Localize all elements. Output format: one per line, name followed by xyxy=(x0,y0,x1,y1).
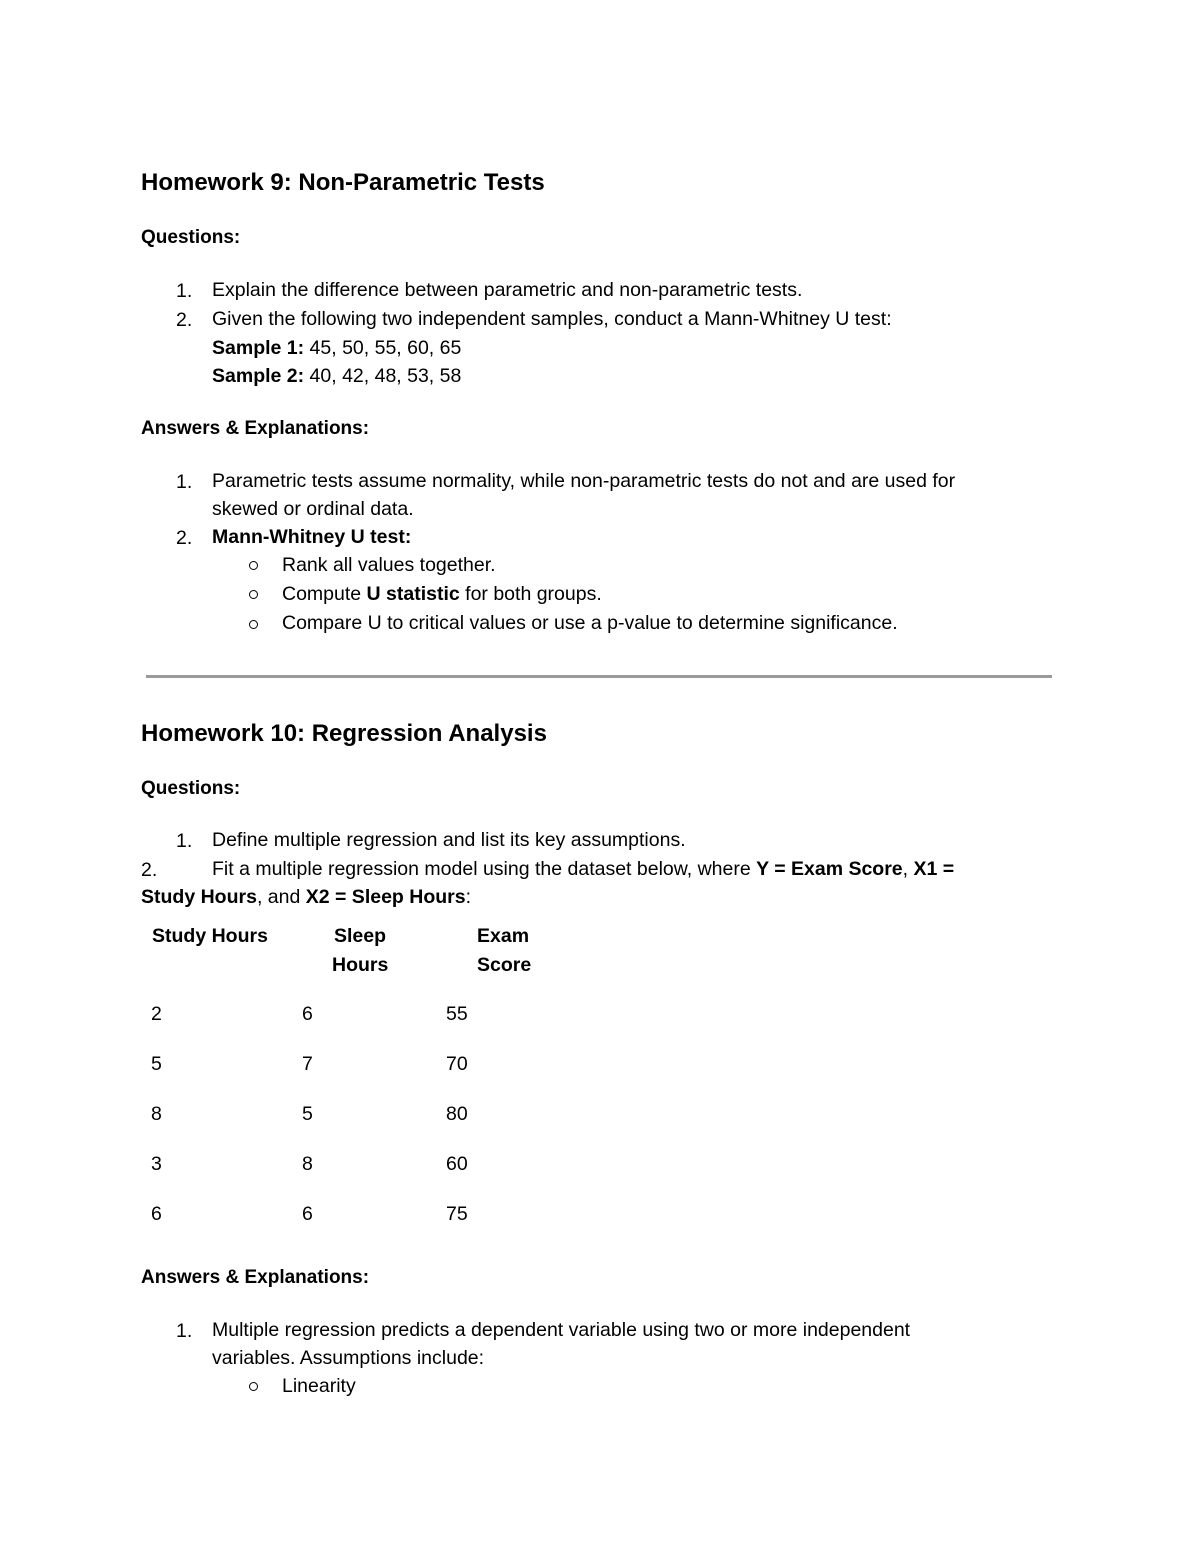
hw9-a2-number: 2. xyxy=(176,527,193,549)
bullet-circle-icon xyxy=(249,1382,258,1391)
table-cell: 5 xyxy=(302,1103,313,1125)
hw9-q2-text: Given the following two independent samples, conduct a Mann-Whitney U test: xyxy=(212,308,892,330)
hw9-title: Homework 9: Non-Parametric Tests xyxy=(141,169,545,196)
table-cell: 8 xyxy=(151,1103,162,1125)
hw9-a1-number: 1. xyxy=(176,471,193,493)
table-cell: 75 xyxy=(446,1203,468,1225)
table-cell: 3 xyxy=(151,1153,162,1175)
table-cell: 6 xyxy=(151,1203,162,1225)
hw10-q1-number: 1. xyxy=(176,830,193,852)
hw10-q2-comma: , xyxy=(902,858,914,880)
table-header-exam-score-line1: Exam xyxy=(477,925,530,947)
table-header-study-hours: Study Hours xyxy=(152,925,268,947)
bullet-circle-icon xyxy=(249,620,258,629)
hw10-q1-text: Define multiple regression and list its key assumptions. xyxy=(212,829,686,851)
table-cell: 6 xyxy=(302,1003,313,1025)
hw10-q2-x2: X2 = Sleep Hours xyxy=(305,886,466,908)
bullet-circle-icon xyxy=(249,561,258,570)
hw10-questions-heading: Questions: xyxy=(141,778,241,799)
table-cell: 70 xyxy=(446,1053,468,1075)
table-header-exam-score-line2: Score xyxy=(477,954,532,976)
table-cell: 60 xyxy=(446,1153,468,1175)
table-cell: 8 xyxy=(302,1153,313,1175)
table-header-sleep-hours-line2: Hours xyxy=(332,954,389,976)
hw9-a1-line1: Parametric tests assume normality, while non-parametric tests do not and are used for xyxy=(212,470,956,492)
table-cell: 7 xyxy=(302,1053,313,1075)
hw10-a1-line1: Multiple regression predicts a dependent variable using two or more independent xyxy=(212,1319,911,1341)
hw10-q2-colon: : xyxy=(465,886,472,908)
hw9-answers-heading: Answers & Explanations: xyxy=(141,418,370,439)
hw10-q2-line2 xyxy=(141,883,471,911)
sample-1-line xyxy=(212,334,461,362)
hw10-q2-line1 xyxy=(212,855,954,883)
hw9-bullet-2-post: for both groups. xyxy=(459,583,602,605)
table-cell: 5 xyxy=(151,1053,162,1075)
table-cell: 6 xyxy=(302,1203,313,1225)
hw9-q1-number: 1. xyxy=(176,280,193,302)
sample-2-values: 40, 42, 48, 53, 58 xyxy=(304,365,462,387)
hw10-q2-y: Y = Exam Score xyxy=(756,858,903,880)
hw9-bullet-2-bold: U statistic xyxy=(366,583,460,605)
hw10-q2-number: 2. xyxy=(141,859,158,881)
hw10-answers-heading: Answers & Explanations: xyxy=(141,1267,370,1288)
hw9-q1-text: Explain the difference between parametric and non-parametric tests. xyxy=(212,279,803,301)
sample-1-label: Sample 1: xyxy=(212,337,305,359)
table-cell: 2 xyxy=(151,1003,162,1025)
table-header-sleep-hours-line1: Sleep xyxy=(334,925,387,947)
hw9-q2-number: 2. xyxy=(176,309,193,331)
sample-1-values: 45, 50, 55, 60, 65 xyxy=(304,337,462,359)
hw10-q2-pre: Fit a multiple regression model using the dataset below, where xyxy=(212,858,757,880)
table-cell: 55 xyxy=(446,1003,468,1025)
hw10-a1-line2: variables. Assumptions include: xyxy=(212,1347,485,1369)
hw10-q2-and: , and xyxy=(256,886,306,908)
bullet-circle-icon xyxy=(249,590,258,599)
hw10-q2-x1a: X1 = xyxy=(913,858,955,880)
hw10-q2-x1b: Study Hours xyxy=(141,886,257,908)
sample-2-line xyxy=(212,362,461,390)
hw9-bullet-2-pre: Compute xyxy=(282,583,367,605)
hw9-bullet-3: Compare U to critical values or use a p-value to determine significance. xyxy=(282,612,898,634)
hw9-bullet-1: Rank all values together. xyxy=(282,554,496,576)
sample-2-label: Sample 2: xyxy=(212,365,305,387)
section-divider xyxy=(146,675,1052,678)
hw9-questions-heading: Questions: xyxy=(141,227,241,248)
hw9-a1-line2: skewed or ordinal data. xyxy=(212,498,414,520)
hw10-a1-number: 1. xyxy=(176,1320,193,1342)
hw9-a2-label: Mann-Whitney U test: xyxy=(212,526,412,548)
hw9-bullet-2 xyxy=(282,580,602,608)
table-cell: 80 xyxy=(446,1103,468,1125)
hw10-title: Homework 10: Regression Analysis xyxy=(141,720,547,747)
hw10-bullet-1: Linearity xyxy=(282,1375,356,1397)
